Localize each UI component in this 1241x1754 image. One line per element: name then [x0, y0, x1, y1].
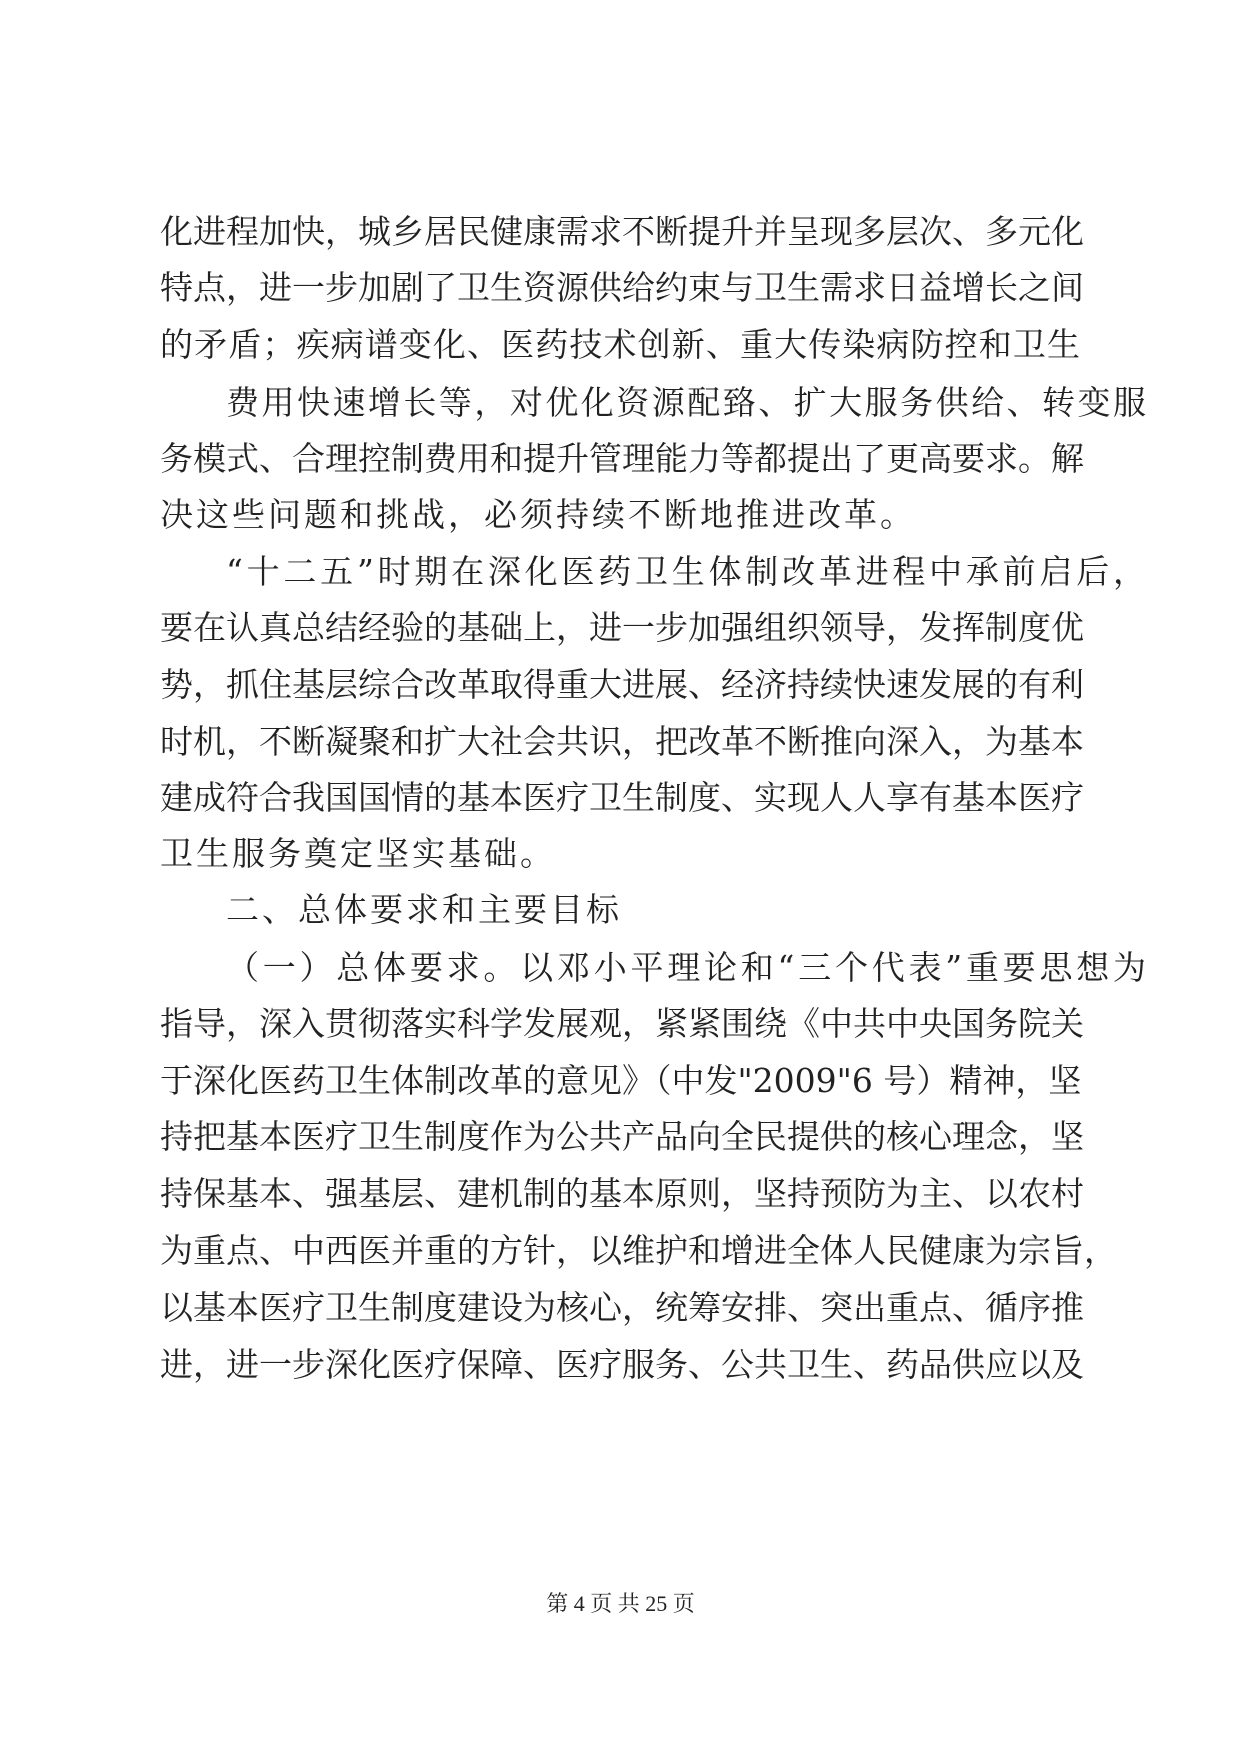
body-line: “十二五”时期在深化医药卫生体制改革进程中承前启后，	[226, 552, 1146, 591]
body-line: 为重点、中西医并重的方针，以维护和增进全体人民健康为宗旨，	[160, 1231, 1117, 1270]
body-line: 化进程加快，城乡居民健康需求不断提升并呈现多层次、多元化	[160, 212, 1084, 251]
body-line: 时机，不断凝聚和扩大社会共识，把改革不断推向深入，为基本	[160, 722, 1084, 761]
page-number-footer: 第 4 页 共 25 页	[546, 1591, 695, 1616]
body-line: 的矛盾；疾病谱变化、医药技术创新、重大传染病防控和卫生	[160, 325, 1080, 364]
body-line: （一）总体要求。以邓小平理论和“三个代表”重要思想为	[226, 948, 1146, 987]
body-line: 进，进一步深化医疗保障、医疗服务、公共卫生、药品供应以及	[160, 1345, 1084, 1384]
body-line: 建成符合我国国情的基本医疗卫生制度、实现人人享有基本医疗	[160, 778, 1084, 817]
section-heading: 二、总体要求和主要目标	[226, 890, 622, 929]
body-line: 持把基本医疗卫生制度作为公共产品向全民提供的核心理念，坚	[160, 1117, 1084, 1156]
body-line: 特点，进一步加剧了卫生资源供给约束与卫生需求日益增长之间	[160, 268, 1084, 307]
body-line: 于深化医药卫生体制改革的意见》（中发"2009"6 号）精神，坚	[160, 1061, 1082, 1100]
body-line: 费用快速增长等，对优化资源配臵、扩大服务供给、转变服	[226, 383, 1146, 422]
body-line: 指导，深入贯彻落实科学发展观，紧紧围绕《中共中央国务院关	[160, 1004, 1084, 1043]
body-line: 以基本医疗卫生制度建设为核心，统筹安排、突出重点、循序推	[160, 1288, 1084, 1327]
body-line: 持保基本、强基层、建机制的基本原则，坚持预防为主、以农村	[160, 1174, 1084, 1213]
body-line: 要在认真总结经验的基础上，进一步加强组织领导，发挥制度优	[160, 608, 1084, 647]
body-line: 势，抓住基层综合改革取得重大进展、经济持续快速发展的有利	[160, 665, 1084, 704]
body-line: 卫生服务奠定坚实基础。	[160, 834, 556, 873]
body-line: 务模式、合理控制费用和提升管理能力等都提出了更高要求。解	[160, 439, 1084, 478]
body-line: 决这些问题和挑战，必须持续不断地推进改革。	[160, 495, 916, 534]
